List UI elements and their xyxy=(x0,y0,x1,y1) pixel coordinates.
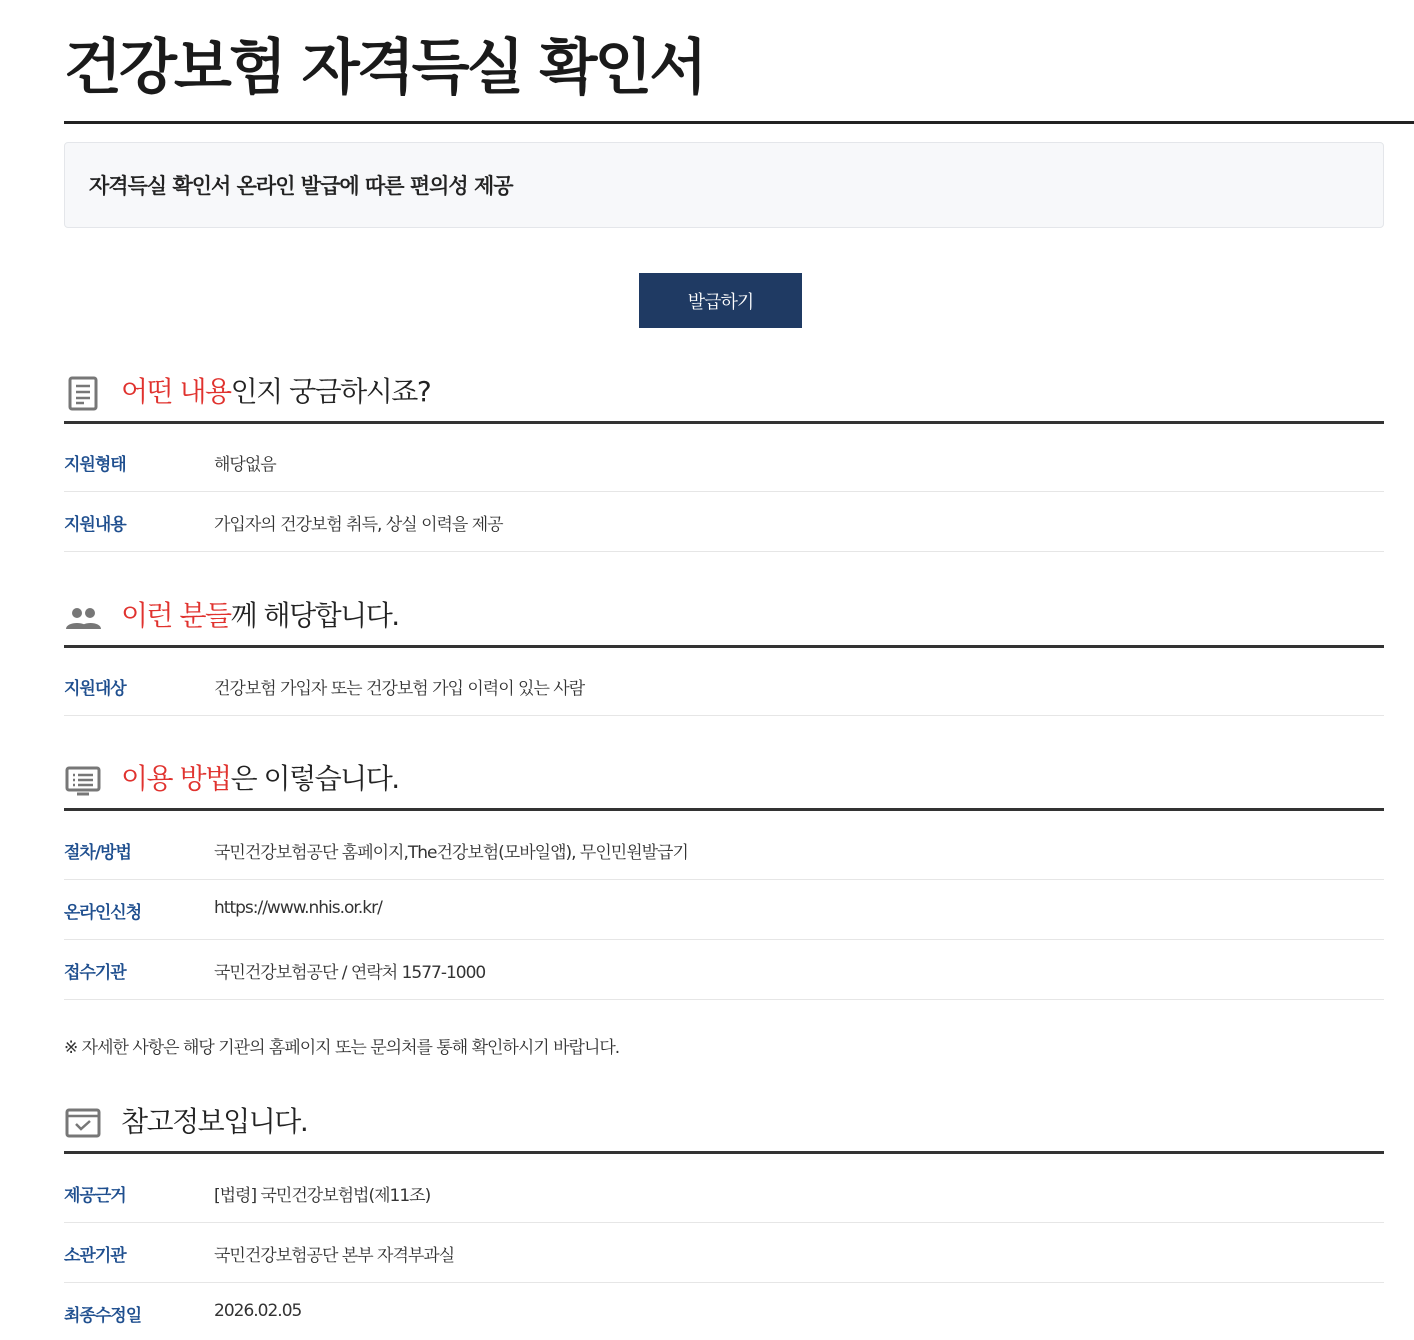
info-row-procedure xyxy=(64,820,1384,880)
notice-text: ※ 자세한 사항은 해당 기관의 홈페이지 또는 문의처를 통해 확인하시기 바랍니다. xyxy=(64,1038,620,1058)
row-label: 소관기관 xyxy=(64,1246,126,1266)
row-value: 가입자의 건강보험 취득, 상실 이력을 제공 xyxy=(214,515,503,535)
section-rule xyxy=(64,808,1384,811)
row-label: 온라인신청 xyxy=(64,903,142,923)
section-reference-title: 참고정보입니다. xyxy=(121,1105,308,1138)
section-rule xyxy=(64,1151,1384,1154)
document-icon xyxy=(64,375,102,411)
row-label: 지원대상 xyxy=(64,679,126,699)
heading-accent: 이런 분들 xyxy=(121,599,231,632)
heading-rest: 인지 궁금하시죠? xyxy=(230,375,431,408)
checkbox-icon xyxy=(64,1105,102,1141)
section-method-title xyxy=(121,759,399,799)
heading-rest: 은 이렇습니다. xyxy=(230,762,399,795)
section-content-title xyxy=(121,372,430,412)
online-apply-link[interactable]: https://www.nhis.or.kr/ xyxy=(214,898,382,918)
row-label: 절차/방법 xyxy=(64,843,131,863)
row-value: 건강보험 가입자 또는 건강보험 가입 이력이 있는 사람 xyxy=(214,679,585,699)
section-content-heading xyxy=(64,362,1384,424)
row-value: 국민건강보험공단 홈페이지,The건강보험(모바일앱), 무인민원발급기 xyxy=(214,843,688,863)
section-reference-heading xyxy=(64,1092,1384,1154)
row-value: 해당없음 xyxy=(214,455,276,475)
issue-button[interactable]: 발급하기 xyxy=(639,273,802,328)
row-label: 최종수정일 xyxy=(64,1306,142,1326)
page-title: 건강보험 자격득실 확인서 xyxy=(64,33,705,103)
monitor-list-icon xyxy=(64,762,102,798)
heading-rest: 께 해당합니다. xyxy=(230,599,399,632)
title-divider xyxy=(64,121,1414,124)
people-icon xyxy=(64,599,102,635)
row-value: 2026.02.05 xyxy=(214,1301,302,1321)
section-rule xyxy=(64,421,1384,424)
info-row-last-modified xyxy=(64,1283,1384,1340)
info-row-support-type xyxy=(64,432,1384,492)
info-row-legal-basis xyxy=(64,1163,1384,1223)
row-value: 국민건강보험공단 본부 자격부과실 xyxy=(214,1246,455,1266)
section-method-heading xyxy=(64,749,1384,811)
row-label: 지원형태 xyxy=(64,455,126,475)
info-row-online-apply xyxy=(64,880,1384,940)
row-label: 접수기관 xyxy=(64,963,126,983)
summary-box xyxy=(64,142,1384,228)
info-row-agency xyxy=(64,1223,1384,1283)
heading-accent: 어떤 내용 xyxy=(121,375,231,408)
row-value: 국민건강보험공단 / 연락처 1577-1000 xyxy=(214,963,486,983)
row-label: 지원내용 xyxy=(64,515,126,535)
section-target-heading xyxy=(64,586,1384,648)
row-label: 제공근거 xyxy=(64,1186,126,1206)
info-row-reception xyxy=(64,940,1384,1000)
heading-accent: 이용 방법 xyxy=(121,762,231,795)
row-value: [법령] 국민건강보험법(제11조) xyxy=(214,1186,431,1206)
info-row-target xyxy=(64,656,1384,716)
section-rule xyxy=(64,645,1384,648)
info-row-support-content xyxy=(64,492,1384,552)
section-target-title xyxy=(121,596,399,636)
summary-text: 자격득실 확인서 온라인 발급에 따른 편의성 제공 xyxy=(89,174,513,198)
